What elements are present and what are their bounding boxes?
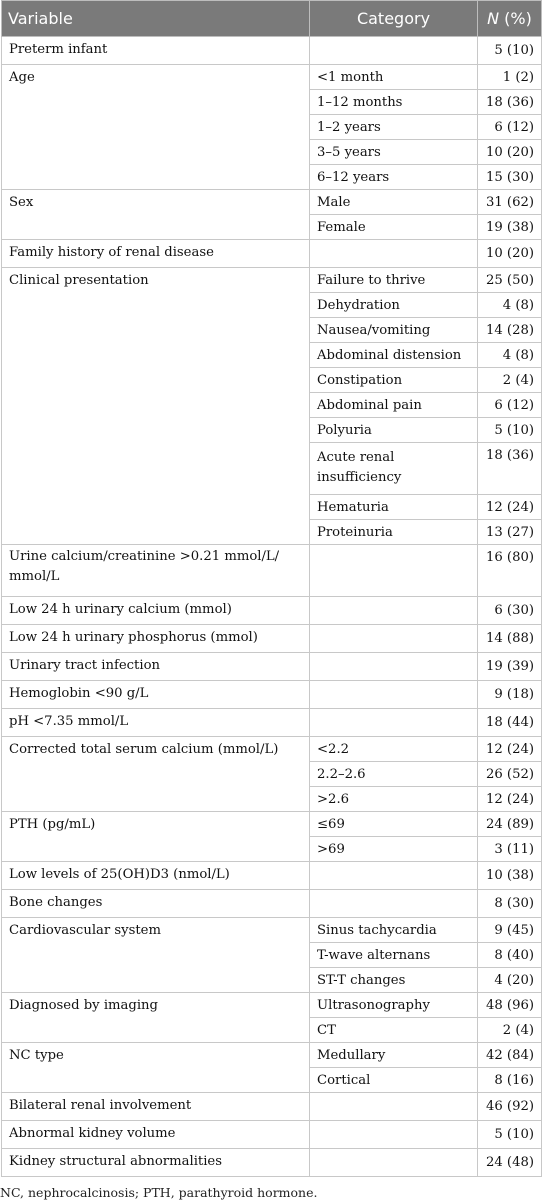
category-cell: ≤69 xyxy=(310,812,478,837)
count-percent-cell: 24 (89) xyxy=(478,812,542,837)
category-cell: Nausea/vomiting xyxy=(310,318,478,343)
category-cell: Medullary xyxy=(310,1043,478,1068)
count-percent-cell: 12 (24) xyxy=(478,495,542,520)
category-cell xyxy=(310,240,478,268)
header-variable: Variable xyxy=(2,1,310,37)
count-percent-cell: 6 (12) xyxy=(478,393,542,418)
category-cell xyxy=(310,545,478,597)
table-row xyxy=(2,812,542,837)
variable-cell: Bilateral renal involvement xyxy=(2,1093,310,1121)
variable-cell: Family history of renal disease xyxy=(2,240,310,268)
table-row xyxy=(2,597,542,625)
category-cell: Female xyxy=(310,215,478,240)
category-cell: Ultrasonography xyxy=(310,993,478,1018)
count-percent-cell: 4 (8) xyxy=(478,343,542,368)
category-cell: Male xyxy=(310,190,478,215)
count-percent-cell: 5 (10) xyxy=(478,418,542,443)
category-cell xyxy=(310,597,478,625)
table-row xyxy=(2,1121,542,1149)
category-cell xyxy=(310,862,478,890)
table-row xyxy=(2,1043,542,1068)
count-percent-cell: 4 (8) xyxy=(478,293,542,318)
count-percent-cell: 8 (30) xyxy=(478,890,542,918)
variable-cell: Abnormal kidney volume xyxy=(2,1121,310,1149)
variable-cell: Corrected total serum calcium (mmol/L) xyxy=(2,737,310,812)
count-percent-cell: 5 (10) xyxy=(478,37,542,65)
count-percent-cell: 18 (44) xyxy=(478,709,542,737)
category-cell: >69 xyxy=(310,837,478,862)
variable-cell: pH <7.35 mmol/L xyxy=(2,709,310,737)
count-percent-cell: 10 (20) xyxy=(478,140,542,165)
count-percent-cell: 1 (2) xyxy=(478,65,542,90)
variable-cell: Kidney structural abnormalities xyxy=(2,1149,310,1177)
category-cell xyxy=(310,1121,478,1149)
count-percent-cell: 15 (30) xyxy=(478,165,542,190)
category-cell: Acute renal insufficiency xyxy=(310,443,478,495)
variable-cell: Urine calcium/creatinine >0.21 mmol/L/ mmol/L xyxy=(2,545,310,597)
table-row xyxy=(2,1093,542,1121)
count-percent-cell: 12 (24) xyxy=(478,737,542,762)
header-category: Category xyxy=(310,1,478,37)
category-cell: Constipation xyxy=(310,368,478,393)
variable-cell: NC type xyxy=(2,1043,310,1093)
category-cell xyxy=(310,681,478,709)
category-cell xyxy=(310,653,478,681)
count-percent-cell: 2 (4) xyxy=(478,1018,542,1043)
table-row xyxy=(2,681,542,709)
table-row xyxy=(2,890,542,918)
category-cell: CT xyxy=(310,1018,478,1043)
count-percent-cell: 26 (52) xyxy=(478,762,542,787)
count-percent-cell: 19 (38) xyxy=(478,215,542,240)
category-cell: <1 month xyxy=(310,65,478,90)
category-cell xyxy=(310,37,478,65)
count-percent-cell: 9 (18) xyxy=(478,681,542,709)
count-percent-cell: 10 (20) xyxy=(478,240,542,268)
count-percent-cell: 13 (27) xyxy=(478,520,542,545)
table-row xyxy=(2,268,542,293)
variable-cell: Hemoglobin <90 g/L xyxy=(2,681,310,709)
variable-cell: Preterm infant xyxy=(2,37,310,65)
category-cell: Polyuria xyxy=(310,418,478,443)
category-cell: Hematuria xyxy=(310,495,478,520)
count-percent-cell: 48 (96) xyxy=(478,993,542,1018)
count-percent-cell: 25 (50) xyxy=(478,268,542,293)
variable-cell: Sex xyxy=(2,190,310,240)
category-cell: 1–12 months xyxy=(310,90,478,115)
table-row xyxy=(2,37,542,65)
count-percent-cell: 4 (20) xyxy=(478,968,542,993)
table-row xyxy=(2,625,542,653)
variable-cell: Low 24 h urinary calcium (mmol) xyxy=(2,597,310,625)
category-cell: Cortical xyxy=(310,1068,478,1093)
table-row xyxy=(2,862,542,890)
table-row xyxy=(2,709,542,737)
count-percent-cell: 16 (80) xyxy=(478,545,542,597)
category-cell xyxy=(310,709,478,737)
count-percent-cell: 5 (10) xyxy=(478,1121,542,1149)
count-percent-cell: 18 (36) xyxy=(478,90,542,115)
variable-cell: Cardiovascular system xyxy=(2,918,310,993)
variable-cell: Low levels of 25(OH)D3 (nmol/L) xyxy=(2,862,310,890)
count-percent-cell: 14 (88) xyxy=(478,625,542,653)
category-cell: ST-T changes xyxy=(310,968,478,993)
count-percent-cell: 2 (4) xyxy=(478,368,542,393)
count-percent-cell: 14 (28) xyxy=(478,318,542,343)
category-cell: Abdominal distension xyxy=(310,343,478,368)
table-row xyxy=(2,240,542,268)
variable-cell: Bone changes xyxy=(2,890,310,918)
category-cell xyxy=(310,1093,478,1121)
table-row xyxy=(2,190,542,215)
category-cell: Abdominal pain xyxy=(310,393,478,418)
variable-cell: PTH (pg/mL) xyxy=(2,812,310,862)
category-cell: >2.6 xyxy=(310,787,478,812)
header-percent: (%) xyxy=(499,9,532,28)
table-body xyxy=(2,37,542,1177)
variable-cell: Clinical presentation xyxy=(2,268,310,545)
variable-cell: Age xyxy=(2,65,310,190)
variable-cell: Diagnosed by imaging xyxy=(2,993,310,1043)
count-percent-cell: 6 (12) xyxy=(478,115,542,140)
count-percent-cell: 18 (36) xyxy=(478,443,542,495)
count-percent-cell: 6 (30) xyxy=(478,597,542,625)
count-percent-cell: 42 (84) xyxy=(478,1043,542,1068)
count-percent-cell: 46 (92) xyxy=(478,1093,542,1121)
count-percent-cell: 9 (45) xyxy=(478,918,542,943)
count-percent-cell: 8 (40) xyxy=(478,943,542,968)
table-row xyxy=(2,1149,542,1177)
table-header-row xyxy=(2,1,542,37)
category-cell xyxy=(310,1149,478,1177)
category-cell: 6–12 years xyxy=(310,165,478,190)
variable-cell: Urinary tract infection xyxy=(2,653,310,681)
category-cell: 3–5 years xyxy=(310,140,478,165)
count-percent-cell: 31 (62) xyxy=(478,190,542,215)
category-cell xyxy=(310,625,478,653)
category-cell: 2.2–2.6 xyxy=(310,762,478,787)
count-percent-cell: 12 (24) xyxy=(478,787,542,812)
count-percent-cell: 3 (11) xyxy=(478,837,542,862)
category-cell: 1–2 years xyxy=(310,115,478,140)
category-cell: T-wave alternans xyxy=(310,943,478,968)
count-percent-cell: 10 (38) xyxy=(478,862,542,890)
table-row xyxy=(2,918,542,943)
table-footnote: NC, nephrocalcinosis; PTH, parathyroid hormone. xyxy=(0,1185,318,1200)
category-cell: Proteinuria xyxy=(310,520,478,545)
category-cell: Dehydration xyxy=(310,293,478,318)
table-row xyxy=(2,545,542,597)
category-cell xyxy=(310,890,478,918)
category-cell: Sinus tachycardia xyxy=(310,918,478,943)
characteristics-table xyxy=(1,0,542,1177)
category-cell: <2.2 xyxy=(310,737,478,762)
table-row xyxy=(2,737,542,762)
table-row xyxy=(2,993,542,1018)
count-percent-cell: 8 (16) xyxy=(478,1068,542,1093)
count-percent-cell: 24 (48) xyxy=(478,1149,542,1177)
variable-cell: Low 24 h urinary phosphorus (mmol) xyxy=(2,625,310,653)
table-row xyxy=(2,65,542,90)
category-cell: Failure to thrive xyxy=(310,268,478,293)
header-n-percent xyxy=(478,1,542,37)
table-row xyxy=(2,653,542,681)
count-percent-cell: 19 (39) xyxy=(478,653,542,681)
header-n: N xyxy=(487,9,500,28)
